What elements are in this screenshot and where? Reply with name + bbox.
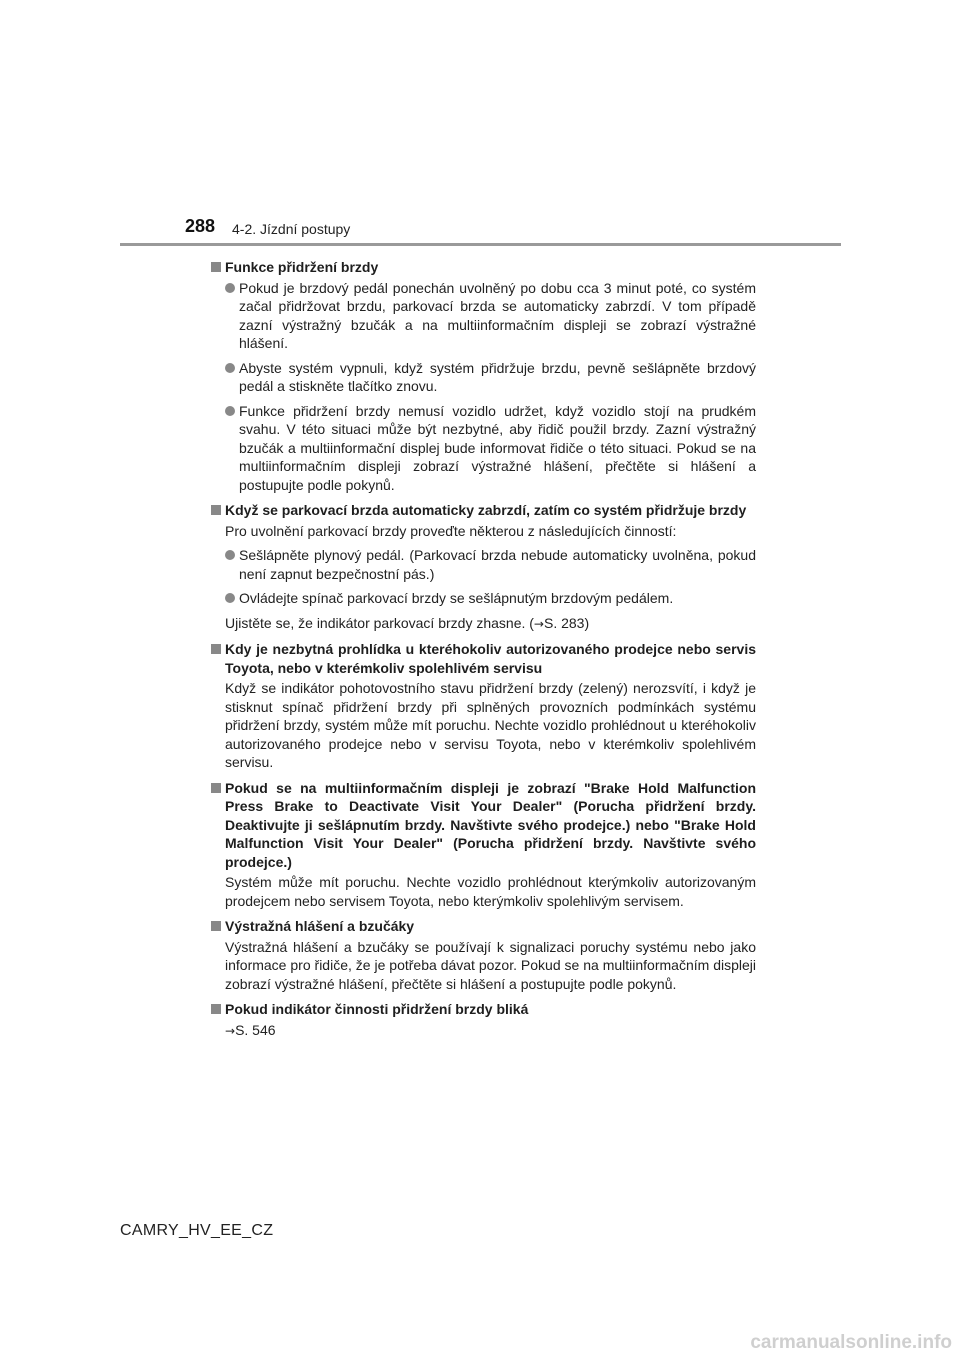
paragraph: Systém může mít poruchu. Nechte vozidlo prohlédnout kterýmkoliv autorizovaným prodejcem nebo servisem Toyota, nebo kterýmkoliv spolehlivým servisem.	[225, 874, 756, 909]
circle-bullet-icon	[225, 593, 235, 603]
watermark: carmanualsonline.info	[750, 1332, 952, 1353]
section-brake-hold-function	[211, 258, 756, 494]
square-bullet-icon	[211, 1004, 221, 1014]
circle-bullet-icon	[225, 283, 235, 293]
arrow-icon: →	[225, 1023, 236, 1038]
square-bullet-icon	[211, 783, 221, 793]
circle-bullet-icon	[225, 550, 235, 560]
list-item: Ovládejte spínač parkovací brzdy se sešlápnutým brzdovým pedálem.	[211, 589, 756, 608]
section-heading: Když se parkovací brzda automaticky zabrzdí, zatím co systém přidržuje brzdy	[225, 502, 747, 518]
list-item: Abyste systém vypnuli, když systém přidržuje brzdu, pevně sešlápněte brzdový pedál a stiskněte tlačítko znovu.	[211, 359, 756, 396]
section-heading: Funkce přidržení brzdy	[225, 259, 379, 275]
section-heading: Pokud se na multiinformačním displeji je zobrazí "Brake Hold Malfunction Press Brake to Deactivate Visit Your Dealer" (Porucha přidržení brzdy. Deaktivujte ji sešlápnutím brzdy. Navštivte svého prodejce.) nebo "Brake Hold Malfunction Visit Your Dealer" (Porucha přidržení brzdy. Navštivte svého prodejce.)	[225, 779, 756, 870]
square-bullet-icon	[211, 505, 221, 515]
page-reference-link[interactable]: S. 546	[235, 1021, 276, 1038]
page-reference-link[interactable]: S. 283)	[543, 614, 590, 631]
list-item: Pokud je brzdový pedál ponechán uvolněný po dobu cca 3 minut poté, co systém začal přidržovat brzdu, parkovací brzda se automaticky zabrzdí. V tom případě zazní výstražný bzučák a na multiinformačním displeji se zobrazí výstražné hlášení.	[211, 279, 756, 353]
list-item: Funkce přidržení brzdy nemusí vozidlo udržet, když vozidlo stojí na prudkém svahu. V této situaci může být nezbytné, aby řidič použil brzdy. Zazní výstražný bzučák a multiinformační displej bude informovat řidiče o této situaci. Pokud se na multiinformačním displeji zobrazí výstražné hlášení, přečtěte si hlášení a postupujte podle pokynů.	[211, 402, 756, 495]
page-content	[211, 258, 756, 1047]
section-heading: Pokud indikátor činnosti přidržení brzdy bliká	[225, 1001, 529, 1017]
square-bullet-icon	[211, 262, 221, 272]
section-title: 4-2. Jízdní postupy	[232, 221, 351, 237]
paragraph: Výstražná hlášení a bzučáky se používají k signalizaci poruchy systému nebo jako informace pro řidiče, že je potřeba dávat pozor. Pokud se na multiinformačním displeji zobrazí výstražné hlášení, přečtěte si hlášení a postupujte podle pokynů.	[225, 938, 756, 992]
section-heading: Kdy je nezbytná prohlídka u kteréhokoliv autorizovaného prodejce nebo servis Toyota, nebo v kterémkoliv spolehlivém servisu	[225, 641, 756, 676]
list-item: Sešlápněte plynový pedál. (Parkovací brzda nebude automaticky uvolněna, pokud není zapnut bezpečnostní pás.)	[211, 546, 756, 583]
section-inspection-needed	[211, 640, 756, 772]
square-bullet-icon	[211, 921, 221, 931]
arrow-icon: →	[533, 616, 544, 631]
section-warnings-buzzers	[211, 917, 756, 993]
square-bullet-icon	[211, 644, 221, 654]
circle-bullet-icon	[225, 363, 235, 373]
section-heading: Výstražná hlášení a bzučáky	[225, 918, 415, 934]
paragraph	[211, 1021, 756, 1041]
section-parking-brake-auto	[211, 501, 756, 633]
paragraph: Pro uvolnění parkovací brzdy proveďte některou z následujících činností:	[225, 522, 677, 539]
section-indicator-blinking	[211, 1000, 756, 1040]
paragraph: Ujistěte se, že indikátor parkovací brzdy zhasne. (→S. 283)	[225, 614, 590, 631]
page-number: 288	[185, 216, 216, 236]
circle-bullet-icon	[225, 406, 235, 416]
section-malfunction-message	[211, 779, 756, 911]
paragraph: Když se indikátor pohotovostního stavu přidržení brzdy (zelený) nerozsvítí, i když je stisknut spínač přidržení brzdy při splněných provozních podmínkách systému přidržení brzdy, systém může mít poruchu. Nechte vozidlo prohlédnout u kteréhokoliv autorizovaného prodejce nebo v servisu Toyota, nebo v kterémkoliv spolehlivém servisu.	[225, 680, 756, 770]
header-rule	[120, 243, 841, 246]
model-code: CAMRY_HV_EE_CZ	[120, 1222, 274, 1239]
